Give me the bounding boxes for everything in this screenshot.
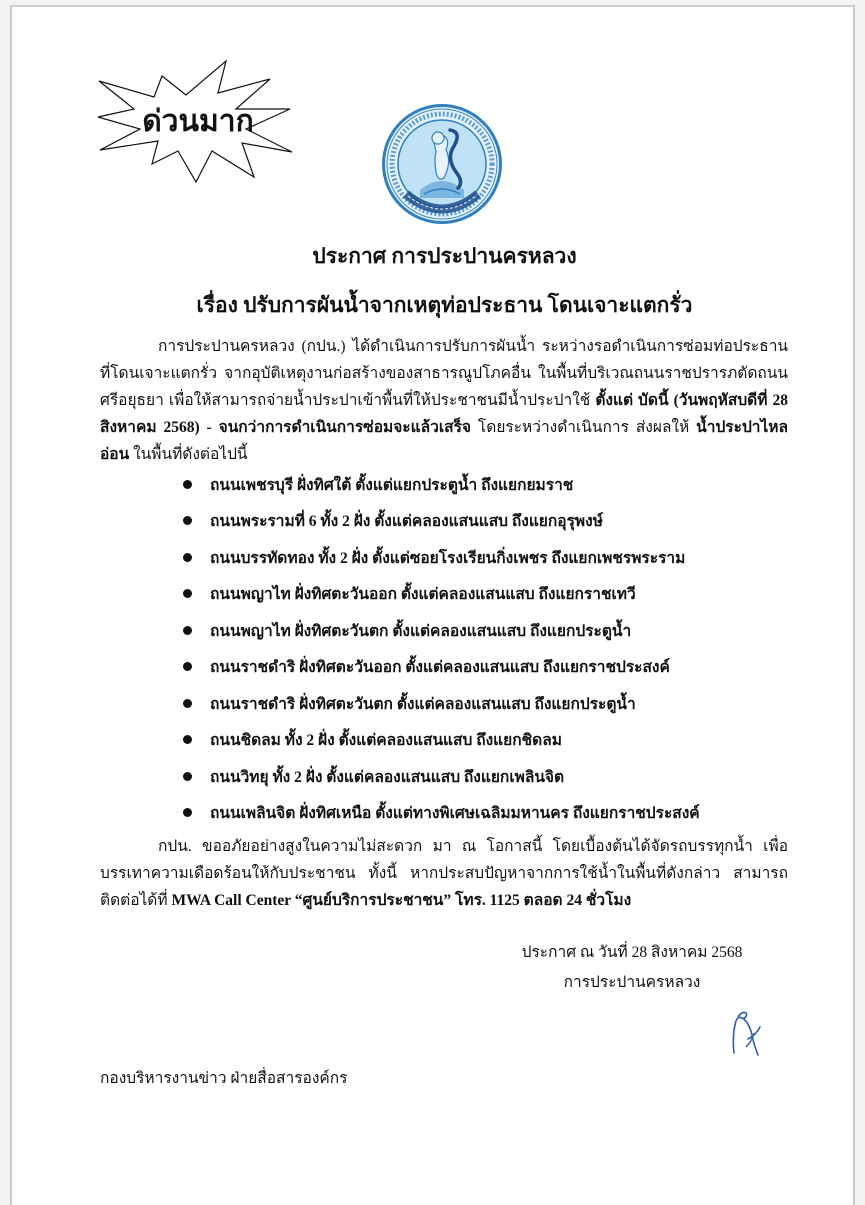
bullet-icon: [183, 516, 192, 525]
list-item: [177, 795, 737, 832]
document-page: [10, 5, 855, 1205]
closing-text: กปน. ขออภัยอย่างสูงในความไม่สะดวก มา ณ โอกาสนี้ โดยเบื้องต้นได้จัดรถบรรทุกน้ำ เพื่อบรรเทาความเดือดร้อนให้กับประชาชน ทั้งนี้ หากประสบปัญหาจากการใช้น้ำในพื้นที่ดังกล่าว สามารถติดต่อได้ที่: [100, 838, 788, 909]
issuing-organization: การประปานครหลวง: [563, 974, 701, 991]
area-label: ถนนเพลินจิต ฝั่งทิศเหนือ ตั้งแต่ทางพิเศษเฉลิมมหานคร ถึงแยกราชประสงค์: [210, 805, 700, 823]
footer-department: กองบริหารงานข่าว ฝ่ายสื่อสารองค์กร: [100, 1070, 348, 1087]
area-label: ถนนราชดำริ ฝั่งทิศตะวันตก ตั้งแต่คลองแสนแสบ ถึงแยกประตูน้ำ: [210, 695, 636, 713]
intro-text-2: โดยระหว่างดำเนินการ ส่งผลให้: [471, 419, 697, 436]
area-label: ถนนพญาไท ฝั่งทิศตะวันออก ตั้งแต่คลองแสนแสบ ถึงแยกราชเทวี: [210, 586, 636, 604]
list-item: [177, 722, 737, 759]
announcement-subject: เรื่อง ปรับการผันน้ำจากเหตุท่อประธาน โดนเจาะแตกรั่ว: [196, 293, 693, 317]
area-label: ถนนพระรามที่ 6 ทั้ง 2 ฝั่ง ตั้งแต่คลองแสนแสบ ถึงแยกอุรุพงษ์: [210, 513, 603, 531]
list-item: [177, 649, 737, 686]
list-item: [177, 503, 737, 540]
area-label: ถนนราชดำริ ฝั่งทิศตะวันออก ตั้งแต่คลองแสนแสบ ถึงแยกราชประสงค์: [210, 659, 670, 677]
closing-paragraph: [100, 833, 788, 914]
intro-text-3: ในพื้นที่ดังต่อไปนี้: [129, 446, 248, 463]
announcement-title: ประกาศ การประปานครหลวง: [312, 244, 577, 268]
announcement-date: ประกาศ ณ วันที่ 28 สิงหาคม 2568: [521, 944, 743, 961]
intro-paragraph: [100, 333, 788, 468]
bullet-icon: [183, 699, 192, 708]
area-label: ถนนพญาไท ฝั่งทิศตะวันตก ตั้งแต่คลองแสนแสบ ถึงแยกประตูน้ำ: [210, 622, 632, 640]
area-label: ถนนบรรทัดทอง ทั้ง 2 ฝั่ง ตั้งแต่ซอยโรงเรียนกิ่งเพชร ถึงแยกเพชรพระราม: [210, 549, 686, 567]
list-item: [177, 576, 737, 613]
bullet-icon: [183, 480, 192, 489]
affected-areas-list: [177, 466, 737, 831]
handwritten-signature-icon: [724, 1005, 774, 1060]
urgent-stamp-label: ด่วนมาก: [142, 104, 254, 139]
list-item: [177, 612, 737, 649]
intro-effect: น้ำประปาไหลอ่อน: [100, 419, 788, 463]
bullet-icon: [183, 553, 192, 562]
call-center-info: MWA Call Center “ศูนย์บริการประชาชน” โทร. 1125 ตลอด 24 ชั่วโมง: [171, 892, 632, 909]
intro-text-1: การประปานครหลวง (กปน.) ได้ดำเนินการปรับการผันน้ำ ระหว่างรอดำเนินการซ่อมท่อประธาน ที่โดนเจาะแตกรั่ว จากอุบัติเหตุงานก่อสร้างของสาธารณูปโภคอื่น ในพื้นที่บริเวณถนนราชปรารภตัดถนนศรีอยุธยา เพื่อให้สามารถจ่ายน้ำประปาเข้าพื้นที่ให้ประชาชนมีน้ำประปาใช้: [100, 338, 788, 409]
bullet-icon: [183, 772, 192, 781]
list-item: [177, 685, 737, 722]
bullet-icon: [183, 735, 192, 744]
list-item: [177, 758, 737, 795]
list-item: [177, 466, 737, 503]
mwa-emblem-icon: [380, 102, 504, 226]
bullet-icon: [183, 626, 192, 635]
bullet-icon: [183, 589, 192, 598]
area-label: ถนนเพชรบุรี ฝั่งทิศใต้ ตั้งแต่แยกประตูน้ำ ถึงแยกยมราช: [210, 476, 574, 494]
area-label: ถนนวิทยุ ทั้ง 2 ฝั่ง ตั้งแต่คลองแสนแสบ ถึงแยกเพลินจิต: [210, 768, 565, 786]
area-label: ถนนชิดลม ทั้ง 2 ฝั่ง ตั้งแต่คลองแสนแสบ ถึงแยกชิดลม: [210, 732, 562, 750]
intro-period: ตั้งแต่ บัดนี้ (วันพฤหัสบดีที่ 28 สิงหาคม 2568) - จนกว่าการดำเนินการซ่อมจะแล้วเสร็จ: [100, 392, 788, 436]
bullet-icon: [183, 808, 192, 817]
bullet-icon: [183, 662, 192, 671]
list-item: [177, 539, 737, 576]
